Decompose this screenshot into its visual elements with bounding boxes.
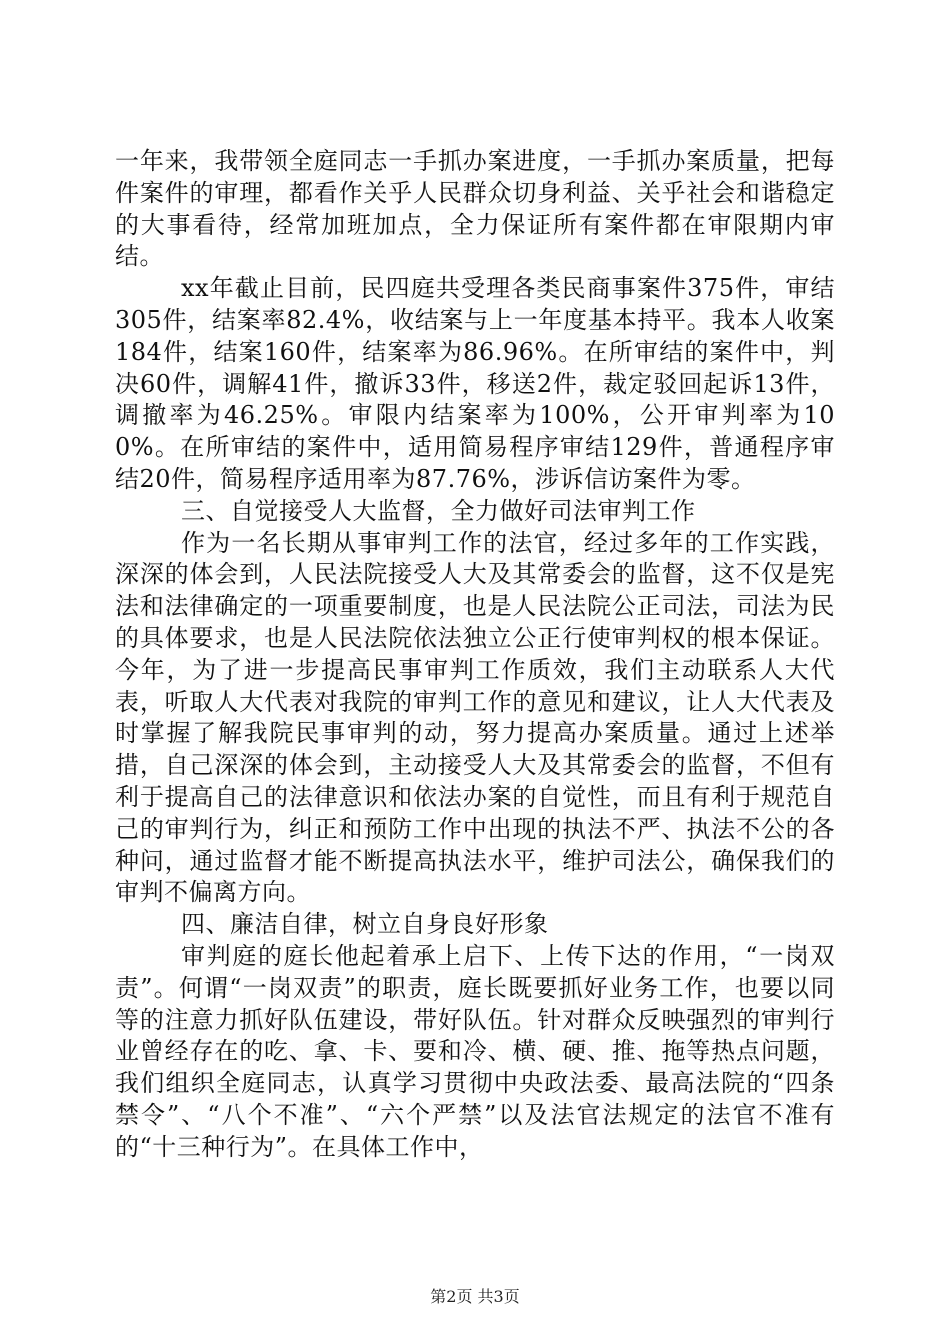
- paragraph-integrity: 审判庭的庭长他起着承上启下、上传下达的作用，“一岗双责”。何谓“一岗双责”的职责，庭长既要抓好业务工作，也要以同等的注意力抓好队伍建设，带好队伍。针对群众反映强烈的审判行业曾经存在的吃、拿、卡、要和冷、横、硬、推、拖等热点问题，我们组织全庭同志，认真学习贯彻中央政法委、最高法院的“四条禁令”、“八个不准”、“六个严禁”以及法官法规定的法官不准有的“十三种行为”。在具体工作中，: [115, 941, 835, 1161]
- page-footer: 第2页 共3页: [430, 1287, 520, 1306]
- paragraph-supervision: 作为一名长期从事审判工作的法官，经过多年的工作实践，深深的体会到，人民法院接受人大及其常委会的监督，这不仅是宪法和法律确定的一项重要制度，也是人民法院公正司法，司法为民的具体要求，也是人民法院依法独立公正行使审判权的根本保证。今年，为了进一步提高民事审判工作质效，我们主动联系人大代表，听取人大代表对我院的审判工作的意见和建议，让人大代表及时掌握了解我院民事审判的动，努力提高办案质量。通过上述举措，自己深深的体会到，主动接受人大及其常委会的监督，不但有利于提高自己的法律意识和依法办案的自觉性，而且有利于规范自己的审判行为，纠正和预防工作中出现的执法不严、执法不公的各种问，通过监督才能不断提高执法水平，维护司法公，确保我们的审判不偏离方向。: [115, 528, 835, 907]
- section-heading-4: 四、廉洁自律，树立自身良好形象: [181, 910, 549, 939]
- document-body: [115, 146, 835, 1164]
- section-heading-3: 三、自觉接受人大监督，全力做好司法审判工作: [181, 496, 696, 525]
- paragraph-work-summary: 一年来，我带领全庭同志一手抓办案进度，一手抓办案质量，把每件案件的审理，都看作关乎人民群众切身利益、关乎社会和谐稳定的大事看待，经常加班加点，全力保证所有案件都在审限期内审结。: [115, 147, 835, 271]
- paragraph-case-statistics: xx年截止目前，民四庭共受理各类民商事案件375件，审结305件，结案率82.4%，收结案与上一年度基本持平。我本人收案184件，结案160件，结案率为86.96%。在所审结的案件中，判决60件，调解41件，撤诉33件，移送2件，裁定驳回起诉13件，调撤率为46.25%。审限内结案率为100%，公开审判率为100%。在所审结的案件中，适用简易程序审结129件，普通程序审结20件，简易程序适用率为87.76%，涉诉信访案件为零。: [115, 274, 835, 493]
